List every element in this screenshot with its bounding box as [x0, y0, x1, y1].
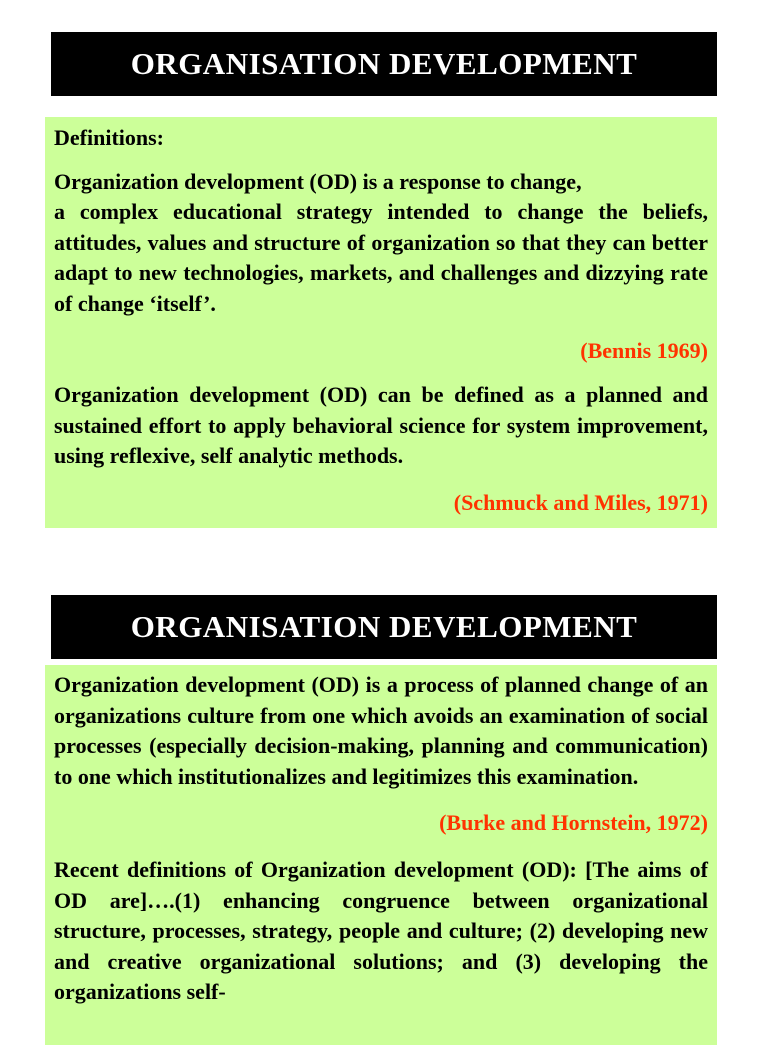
burke-hornstein-citation: (Burke and Hornstein, 1972) — [439, 810, 708, 836]
bennis-definition: Organization development (OD) is a response to change, a complex educational strategy intended to change the beliefs, attitudes, values and structure of organization so that they can better adapt to new technologies, markets, and challenges and dizzying rate of change ‘itself’. — [54, 168, 708, 316]
recent-definitions-text: Recent definitions of Organization development (OD): [The aims of OD are]….(1) enhancing congruence between organizational structure, processes, strategy, people and culture; (2) developing new and creative organizational solutions; and (3) developing the organizations self- — [54, 856, 708, 1005]
burke-hornstein-definition: Organization development (OD) is a process of planned change of an organizations culture from one which avoids an examination of social processes (especially decision-making, planning and communication) to one which institutionalizes and legitimizes this examination. — [54, 672, 708, 789]
slide2-definitions-panel — [45, 665, 717, 1045]
bennis-citation: (Bennis 1969) — [580, 337, 708, 363]
slide1-definitions-panel — [45, 117, 717, 528]
definitions-heading: Definitions: — [54, 125, 164, 150]
schmuck-miles-citation: (Schmuck and Miles, 1971) — [453, 489, 708, 515]
slide1-title: ORGANISATION DEVELOPMENT — [130, 46, 638, 81]
slide2-title: ORGANISATION DEVELOPMENT — [130, 609, 638, 644]
schmuck-miles-definition: Organization development (OD) can be defined as a planned and sustained effort to apply behavioral science for system improvement, using reflexive, self analytic methods. — [54, 382, 708, 469]
slide1-title-banner — [51, 32, 717, 96]
slide2-title-banner — [51, 595, 717, 659]
